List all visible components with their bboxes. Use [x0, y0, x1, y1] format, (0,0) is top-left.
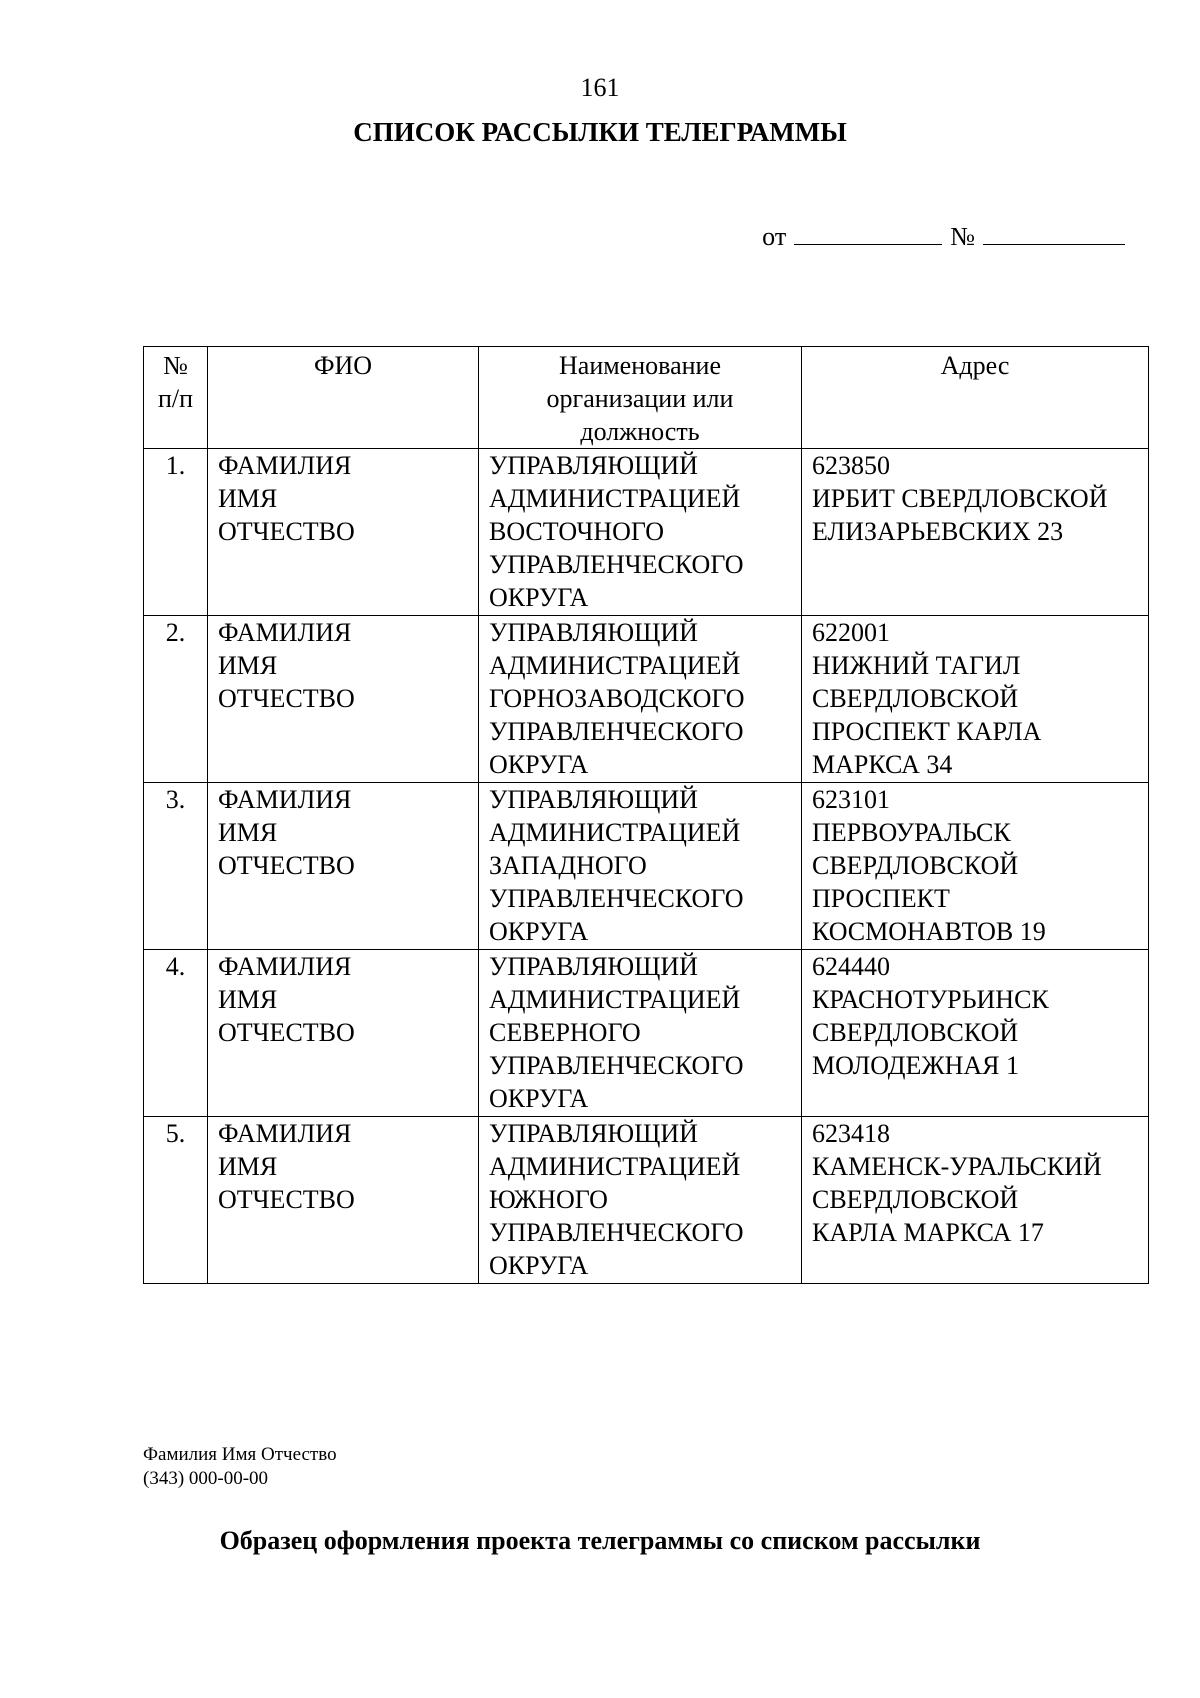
- contact-name: Фамилия Имя Отчество: [143, 1444, 337, 1465]
- address-line: КОСМОНАВТОВ 19: [812, 917, 1046, 946]
- address-line: СВЕРДЛОВСКОЙ: [812, 684, 1019, 713]
- address-line: КАРЛА МАРКСА 17: [812, 1218, 1044, 1247]
- address-line: МОЛОДЕЖНАЯ 1: [812, 1051, 1020, 1080]
- contact-phone: (343) 000-00-00: [143, 1468, 269, 1489]
- fio-line: ИМЯ: [218, 818, 278, 847]
- org-line: ЗАПАДНОГО: [489, 851, 647, 880]
- header-org-line: организации или: [546, 384, 734, 413]
- fio-line: ОТЧЕСТВО: [218, 517, 355, 546]
- fio-line: ОТЧЕСТВО: [218, 1018, 355, 1047]
- row-number: 5.: [144, 1117, 208, 1284]
- org-line: УПРАВЛЕНЧЕСКОГО: [489, 550, 744, 579]
- org-line: СЕВЕРНОГО: [489, 1018, 641, 1047]
- org-line: ВОСТОЧНОГО: [489, 517, 665, 546]
- mailing-list-table: [143, 346, 1149, 1284]
- org-line: УПРАВЛЯЮЩИЙ: [489, 1119, 698, 1148]
- address-line: 623850: [812, 451, 890, 480]
- row-number: 1.: [144, 449, 208, 616]
- org-line: ОКРУГА: [489, 917, 589, 946]
- fio-line: ФАМИЛИЯ: [218, 451, 352, 480]
- header-fio: [208, 347, 479, 449]
- fio-cell: [208, 950, 479, 1117]
- table-row: [144, 783, 1149, 950]
- fio-line: ФАМИЛИЯ: [218, 952, 352, 981]
- address-line: СВЕРДЛОВСКОЙ: [812, 1185, 1019, 1214]
- address-line: ПЕРВОУРАЛЬСК: [812, 818, 1011, 847]
- org-line: УПРАВЛЯЮЩИЙ: [489, 952, 698, 981]
- address-cell: [802, 616, 1149, 783]
- fio-line: ОТЧЕСТВО: [218, 684, 355, 713]
- org-line: ОКРУГА: [489, 1251, 589, 1280]
- date-blank-field: [794, 218, 942, 245]
- fio-line: ИМЯ: [218, 985, 278, 1014]
- address-line: КРАСНОТУРЬИНСК: [812, 985, 1049, 1014]
- header-org-line: должность: [580, 417, 700, 446]
- address-line: 624440: [812, 952, 890, 981]
- org-line: ОКРУГА: [489, 1084, 589, 1113]
- header-num-line: п/п: [157, 384, 194, 413]
- fio-line: ИМЯ: [218, 651, 278, 680]
- fio-line: ИМЯ: [218, 484, 278, 513]
- org-line: АДМИНИСТРАЦИЕЙ: [489, 818, 741, 847]
- page-number: 161: [580, 73, 620, 102]
- table-header-row: [144, 347, 1149, 449]
- org-line: ОКРУГА: [489, 583, 589, 612]
- fio-line: ОТЧЕСТВО: [218, 1185, 355, 1214]
- fio-cell: [208, 783, 479, 950]
- org-cell: [479, 783, 802, 950]
- org-line: УПРАВЛЯЮЩИЙ: [489, 451, 698, 480]
- document-title: СПИСОК РАССЫЛКИ ТЕЛЕГРАММЫ: [353, 117, 847, 147]
- address-cell: [802, 449, 1149, 616]
- org-line: АДМИНИСТРАЦИЕЙ: [489, 651, 741, 680]
- address-line: СВЕРДЛОВСКОЙ: [812, 851, 1019, 880]
- org-line: АДМИНИСТРАЦИЕЙ: [489, 985, 741, 1014]
- fio-line: ФАМИЛИЯ: [218, 618, 352, 647]
- org-line: УПРАВЛЕНЧЕСКОГО: [489, 884, 744, 913]
- address-line: СВЕРДЛОВСКОЙ: [812, 1018, 1019, 1047]
- address-line: КАМЕНСК-УРАЛЬСКИЙ: [812, 1152, 1102, 1181]
- fio-line: ОТЧЕСТВО: [218, 851, 355, 880]
- address-line: ИРБИТ СВЕРДЛОВСКОЙ: [812, 484, 1108, 513]
- address-cell: [802, 783, 1149, 950]
- address-line: НИЖНИЙ ТАГИЛ: [812, 651, 1021, 680]
- header-num-line: №: [163, 351, 188, 380]
- org-line: УПРАВЛЕНЧЕСКОГО: [489, 1218, 744, 1247]
- org-line: ОКРУГА: [489, 750, 589, 779]
- table-row: [144, 1117, 1149, 1284]
- header-num: [144, 347, 208, 449]
- date-number-line: [762, 218, 1125, 253]
- row-number: 2.: [144, 616, 208, 783]
- address-line: ПРОСПЕКТ: [812, 884, 950, 913]
- org-line: АДМИНИСТРАЦИЕЙ: [489, 1152, 741, 1181]
- org-line: ЮЖНОГО: [489, 1185, 608, 1214]
- header-org: [479, 347, 802, 449]
- address-line: ЕЛИЗАРЬЕВСКИХ 23: [812, 517, 1064, 546]
- sample-caption: Образец оформления проекта телеграммы со списком рассылки: [219, 1526, 981, 1555]
- fio-cell: [208, 1117, 479, 1284]
- table-row: [144, 449, 1149, 616]
- org-line: АДМИНИСТРАЦИЕЙ: [489, 484, 741, 513]
- org-cell: [479, 616, 802, 783]
- fio-cell: [208, 616, 479, 783]
- address-line: 622001: [812, 618, 890, 647]
- header-addr: [802, 347, 1149, 449]
- header-fio-line: ФИО: [313, 351, 373, 380]
- row-number: 4.: [144, 950, 208, 1117]
- fio-cell: [208, 449, 479, 616]
- number-label: №: [950, 222, 975, 251]
- fio-line: ИМЯ: [218, 1152, 278, 1181]
- address-cell: [802, 950, 1149, 1117]
- org-cell: [479, 950, 802, 1117]
- date-label: от: [762, 222, 787, 251]
- org-cell: [479, 1117, 802, 1284]
- org-line: УПРАВЛЯЮЩИЙ: [489, 618, 698, 647]
- org-cell: [479, 449, 802, 616]
- address-line: 623418: [812, 1119, 890, 1148]
- org-line: УПРАВЛЕНЧЕСКОГО: [489, 1051, 744, 1080]
- table-row: [144, 616, 1149, 783]
- org-line: УПРАВЛЕНЧЕСКОГО: [489, 717, 744, 746]
- contact-block: [143, 1443, 337, 1491]
- row-number: 3.: [144, 783, 208, 950]
- org-line: УПРАВЛЯЮЩИЙ: [489, 785, 698, 814]
- header-org-line: Наименование: [559, 351, 721, 380]
- fio-line: ФАМИЛИЯ: [218, 785, 352, 814]
- table-row: [144, 950, 1149, 1117]
- header-addr-line: Адрес: [940, 351, 1010, 380]
- org-line: ГОРНОЗАВОДСКОГО: [489, 684, 745, 713]
- address-line: ПРОСПЕКТ КАРЛА: [812, 717, 1042, 746]
- fio-line: ФАМИЛИЯ: [218, 1119, 352, 1148]
- address-line: МАРКСА 34: [812, 750, 953, 779]
- number-blank-field: [983, 218, 1125, 245]
- address-cell: [802, 1117, 1149, 1284]
- address-line: 623101: [812, 785, 890, 814]
